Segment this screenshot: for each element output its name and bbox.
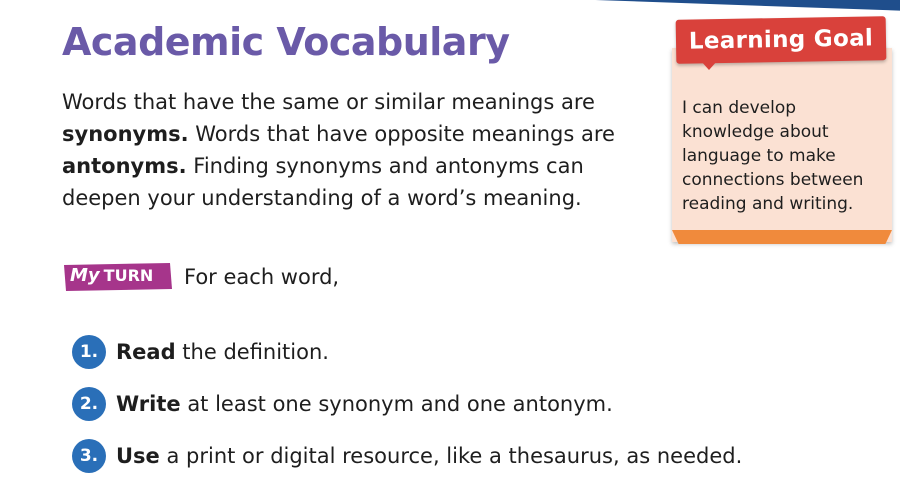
step-item [72, 326, 742, 378]
step-rest: the definition. [175, 340, 329, 364]
top-decorative-band [500, 0, 900, 11]
step-verb: Use [116, 444, 160, 468]
my-turn-my: My [70, 265, 100, 286]
learning-goal-title: Learning Goal [688, 25, 874, 55]
learning-goal-text: I can develop knowledge about language to make connections between reading and writing. [682, 98, 864, 214]
my-turn-label [70, 265, 153, 286]
my-turn-badge [62, 262, 174, 292]
intro-paragraph [62, 86, 642, 214]
my-turn-row [62, 260, 339, 294]
learning-goal-tab-notch [700, 60, 718, 70]
term-synonyms: synonyms. [62, 122, 189, 146]
learning-goal-card [672, 18, 894, 240]
step-number: 3. [72, 439, 106, 473]
step-number: 2. [72, 387, 106, 421]
intro-text-3: Finding synonyms and antonyms can deepen your understanding of a word’s meaning. [62, 154, 584, 210]
step-item [72, 378, 742, 430]
learning-goal-tab [676, 16, 887, 64]
steps-list [72, 326, 742, 482]
step-rest: at least one synonym and one antonym. [180, 392, 613, 416]
step-text [116, 340, 329, 364]
term-antonyms: antonyms. [62, 154, 187, 178]
page-title: Academic Vocabulary [62, 20, 510, 64]
intro-text-2: Words that have opposite meanings are [188, 122, 615, 146]
intro-text-1: Words that have the same or similar meanings are [62, 90, 595, 114]
step-verb: Read [116, 340, 176, 364]
step-item [72, 430, 742, 482]
learning-goal-bottom-strip [672, 230, 892, 244]
step-text [116, 444, 742, 468]
step-verb: Write [116, 392, 181, 416]
step-rest: a print or digital resource, like a thesaurus, as needed. [159, 444, 743, 468]
step-number: 1. [72, 335, 106, 369]
my-turn-prompt: For each word, [184, 265, 340, 289]
step-text [116, 392, 613, 416]
my-turn-turn: TURN [103, 266, 154, 285]
